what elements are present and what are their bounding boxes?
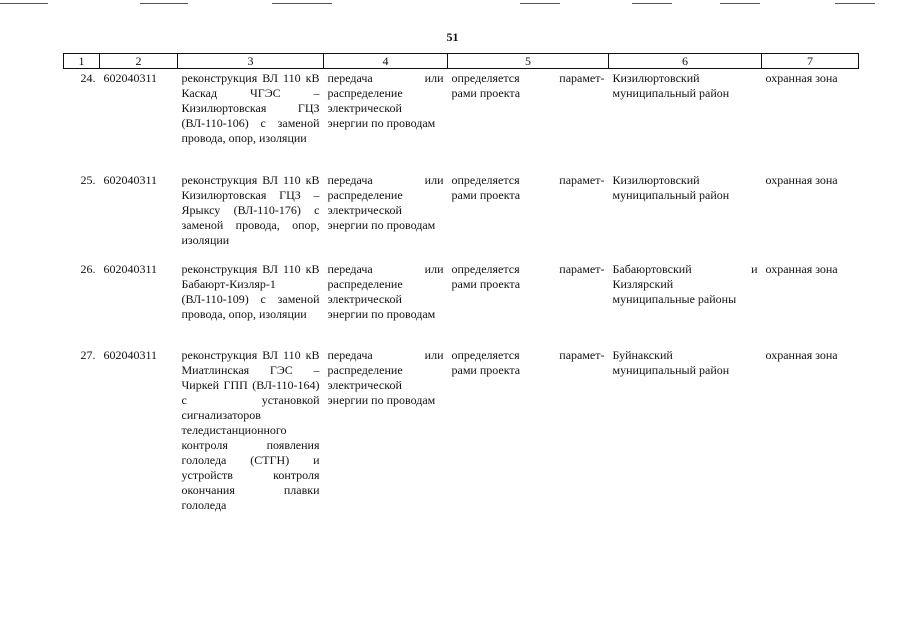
- object-purpose: передача или распределение электрической энергии по проводам: [327, 71, 444, 130]
- params-text: рами проекта: [451, 363, 521, 377]
- row-number: 25.: [80, 173, 96, 187]
- scan-edge-line: [720, 3, 760, 4]
- scan-edge-line: [632, 3, 672, 4]
- page-number: 51: [446, 30, 459, 44]
- object-purpose: передача или распределение электрической энергии по проводам: [327, 348, 444, 407]
- object-description: реконструкция ВЛ 110 кВ Кизилюртовская ГЦЗ – Ярыксу (ВЛ-110-176) с заменой провода, опор, изоляции: [181, 173, 320, 247]
- row-number: 27.: [80, 348, 96, 362]
- row-number: 26.: [80, 262, 96, 276]
- params-text: определяется: [451, 262, 520, 276]
- column-header: 7: [762, 54, 859, 69]
- params-text: парамет-: [559, 71, 605, 85]
- params-text: рами проекта: [451, 277, 521, 291]
- table-row: [64, 69, 859, 172]
- object-location: Кизилюртовский муниципальный район: [612, 173, 730, 202]
- column-header: 3: [178, 54, 324, 69]
- table-row: [64, 346, 859, 518]
- params-text: рами проекта: [451, 188, 521, 202]
- column-number-row: [64, 54, 859, 69]
- object-description: реконструкция ВЛ 110 кВ Бабаюрт-Кизляр-1 (ВЛ-110-109) с заменой провода, опор, изоляции: [181, 262, 320, 321]
- scan-edge-line: [0, 3, 48, 4]
- row-number: 24.: [80, 71, 96, 85]
- object-zone: охранная зона: [765, 173, 838, 187]
- object-code: 602040311: [103, 262, 158, 276]
- object-parameters: [448, 171, 609, 260]
- object-location: Бабаюртовский и Кизлярский муниципальные районы: [612, 262, 758, 306]
- scan-edge-line: [520, 3, 560, 4]
- table-row: [64, 260, 859, 346]
- column-header: 2: [100, 54, 178, 69]
- params-text: определяется: [451, 71, 520, 85]
- object-code: 602040311: [103, 173, 158, 187]
- params-text: парамет-: [559, 348, 605, 362]
- object-parameters: [448, 346, 609, 518]
- object-description: реконструкция ВЛ 110 кВ Миатлинская ГЭС – Чиркей ГПП (ВЛ-110-164) с установкой сигнализаторов теледистанционного контроля появления гололеда (СТГН) и устройств контроля окончания плавки гололеда: [181, 348, 320, 512]
- object-parameters: [448, 260, 609, 346]
- object-parameters: [448, 69, 609, 172]
- column-header: 6: [609, 54, 762, 69]
- object-purpose: передача или распределение электрической энергии по проводам: [327, 173, 444, 232]
- scan-edge-line: [835, 3, 875, 4]
- object-code: 602040311: [103, 71, 158, 85]
- object-zone: охранная зона: [765, 262, 838, 276]
- params-text: рами проекта: [451, 86, 521, 100]
- column-header: 5: [448, 54, 609, 69]
- object-code: 602040311: [103, 348, 158, 362]
- scan-edge-line: [140, 3, 188, 4]
- object-location: Кизилюртовский муниципальный район: [612, 71, 730, 100]
- params-text: определяется: [451, 173, 520, 187]
- object-location: Буйнакский муниципальный район: [612, 348, 730, 377]
- object-zone: охранная зона: [765, 71, 838, 85]
- object-zone: охранная зона: [765, 348, 838, 362]
- object-description: реконструкция ВЛ 110 кВ Каскад ЧГЭС – Кизилюртовская ГЦЗ (ВЛ-110-106) с заменой провода, опор, изоляции: [181, 71, 320, 145]
- params-text: парамет-: [559, 262, 605, 276]
- params-text: определяется: [451, 348, 520, 362]
- column-header: 1: [64, 54, 100, 69]
- column-header: 4: [324, 54, 448, 69]
- registry-table: [63, 53, 859, 518]
- object-purpose: передача или распределение электрической энергии по проводам: [327, 262, 444, 321]
- scan-edge-line: [272, 3, 332, 4]
- params-text: парамет-: [559, 173, 605, 187]
- table-row: [64, 171, 859, 260]
